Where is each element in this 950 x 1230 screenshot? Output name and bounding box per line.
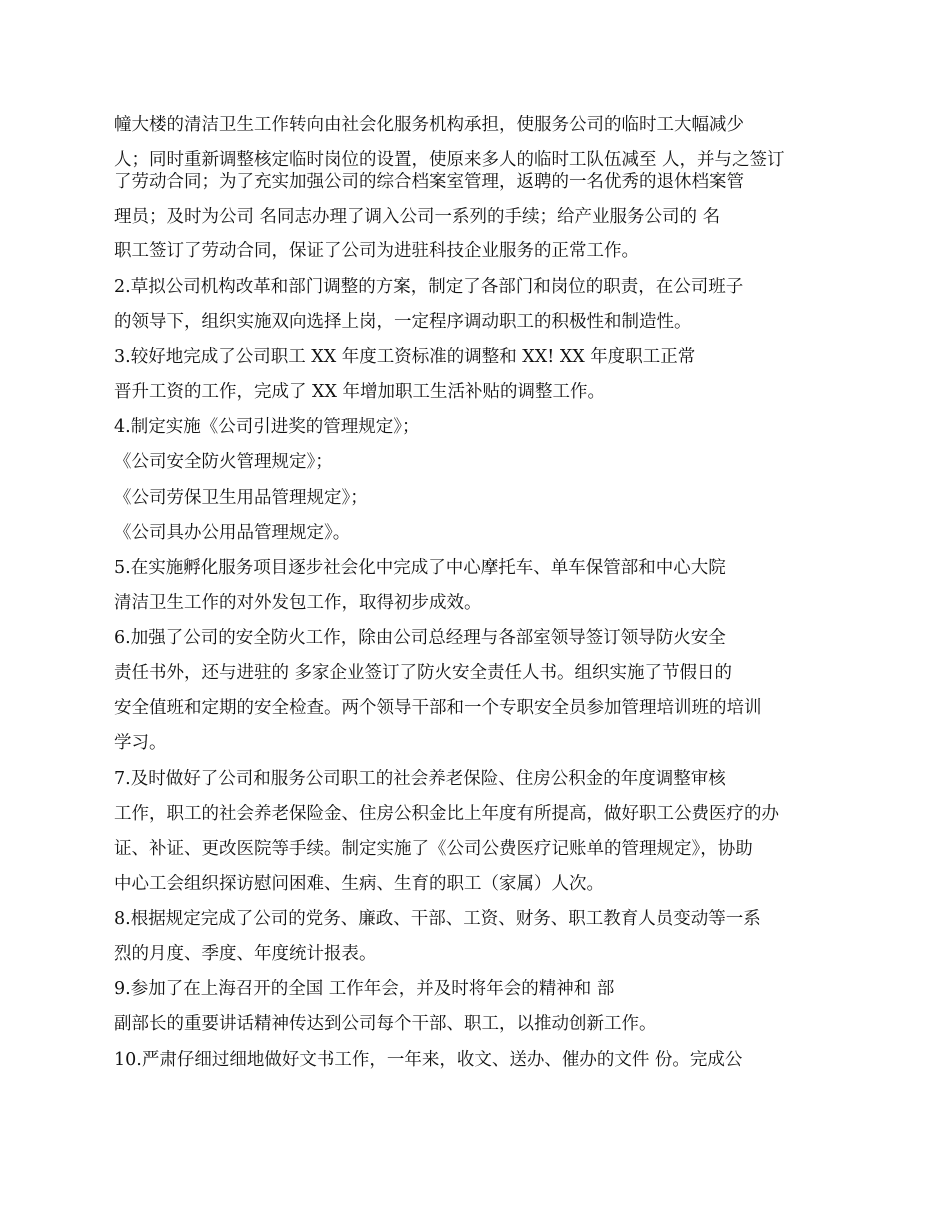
text-line: 安全值班和定期的安全检查。两个领导干部和一个专职安全员参加管理培训班的培训	[114, 698, 762, 718]
text-line: 晋升工资的工作，完成了 XX 年增加职工生活补贴的调整工作。	[114, 382, 606, 402]
text-line: 6.加强了公司的安全防火工作，除由公司总经理与各部室领导签订领导防火安全	[114, 628, 726, 648]
text-line: 4.制定实施《公司引进奖的管理规定》；	[114, 417, 420, 437]
text-line: 5.在实施孵化服务项目逐步社会化中完成了中心摩托车、单车保管部和中心大院	[114, 558, 726, 578]
text-line: 烈的月度、季度、年度统计报表。	[114, 944, 377, 964]
text-line: 幢大楼的清洁卫生工作转向由社会化服务机构承担，使服务公司的临时工大幅减少	[114, 115, 744, 135]
text-line: 人；同时重新调整核定临时岗位的设置，使原来多人的临时工队伍减至 人，并与之签订	[114, 150, 785, 170]
text-line: 7.及时做好了公司和服务公司职工的社会养老保险、住房公积金的年度调整审核	[114, 769, 726, 789]
text-line: 《公司具办公用品管理规定》。	[114, 523, 351, 543]
text-line: 理员；及时为公司 名同志办理了调入公司一系列的手续；给产业服务公司的 名	[114, 207, 721, 227]
text-line: 清洁卫生工作的对外发包工作，取得初步成效。	[114, 593, 482, 613]
text-line: 9.参加了在上海召开的全国 工作年会，并及时将年会的精神和 部	[114, 979, 615, 999]
text-line: 的领导下，组织实施双向选择上岗，一定程序调动职工的积极性和制造性。	[114, 312, 692, 332]
text-line: 3.较好地完成了公司职工 XX 年度工资标准的调整和 XX! XX 年度职工正常	[114, 347, 696, 367]
text-line: 8.根据规定完成了公司的党务、廉政、干部、工资、财务、职工教育人员变动等一系	[114, 909, 761, 929]
text-line: 学习。	[114, 733, 167, 753]
text-line: 证、补证、更改医院等手续。制定实施了《公司公费医疗记账单的管理规定》，协助	[114, 839, 753, 859]
text-line: 《公司安全防火管理规定》；	[114, 452, 333, 472]
text-line: 2.草拟公司机构改革和部门调整的方案，制定了各部门和岗位的职责，在公司班子	[114, 277, 744, 297]
text-line: 《公司劳保卫生用品管理规定》；	[114, 488, 368, 508]
text-line: 工作，职工的社会养老保险金、住房公积金比上年度有所提高，做好职工公费医疗的办	[114, 804, 779, 824]
text-line: 了劳动合同；为了充实加强公司的综合档案室管理，返聘的一名优秀的退休档案管	[114, 172, 744, 192]
text-line: 责任书外，还与进驻的 多家企业签订了防火安全责任人书。组织实施了节假日的	[114, 663, 733, 683]
text-line: 中心工会组织探访慰问困难、生病、生育的职工（家属）人次。	[114, 874, 604, 894]
text-line: 职工签订了劳动合同，保证了公司为进驻科技企业服务的正常工作。	[114, 241, 639, 261]
text-line: 10.严肃仔细过细地做好文书工作，一年来，收文、送办、催办的文件 份。完成公	[114, 1050, 743, 1070]
text-line: 副部长的重要讲话精神传达到公司每个干部、职工，以推动创新工作。	[114, 1014, 657, 1034]
